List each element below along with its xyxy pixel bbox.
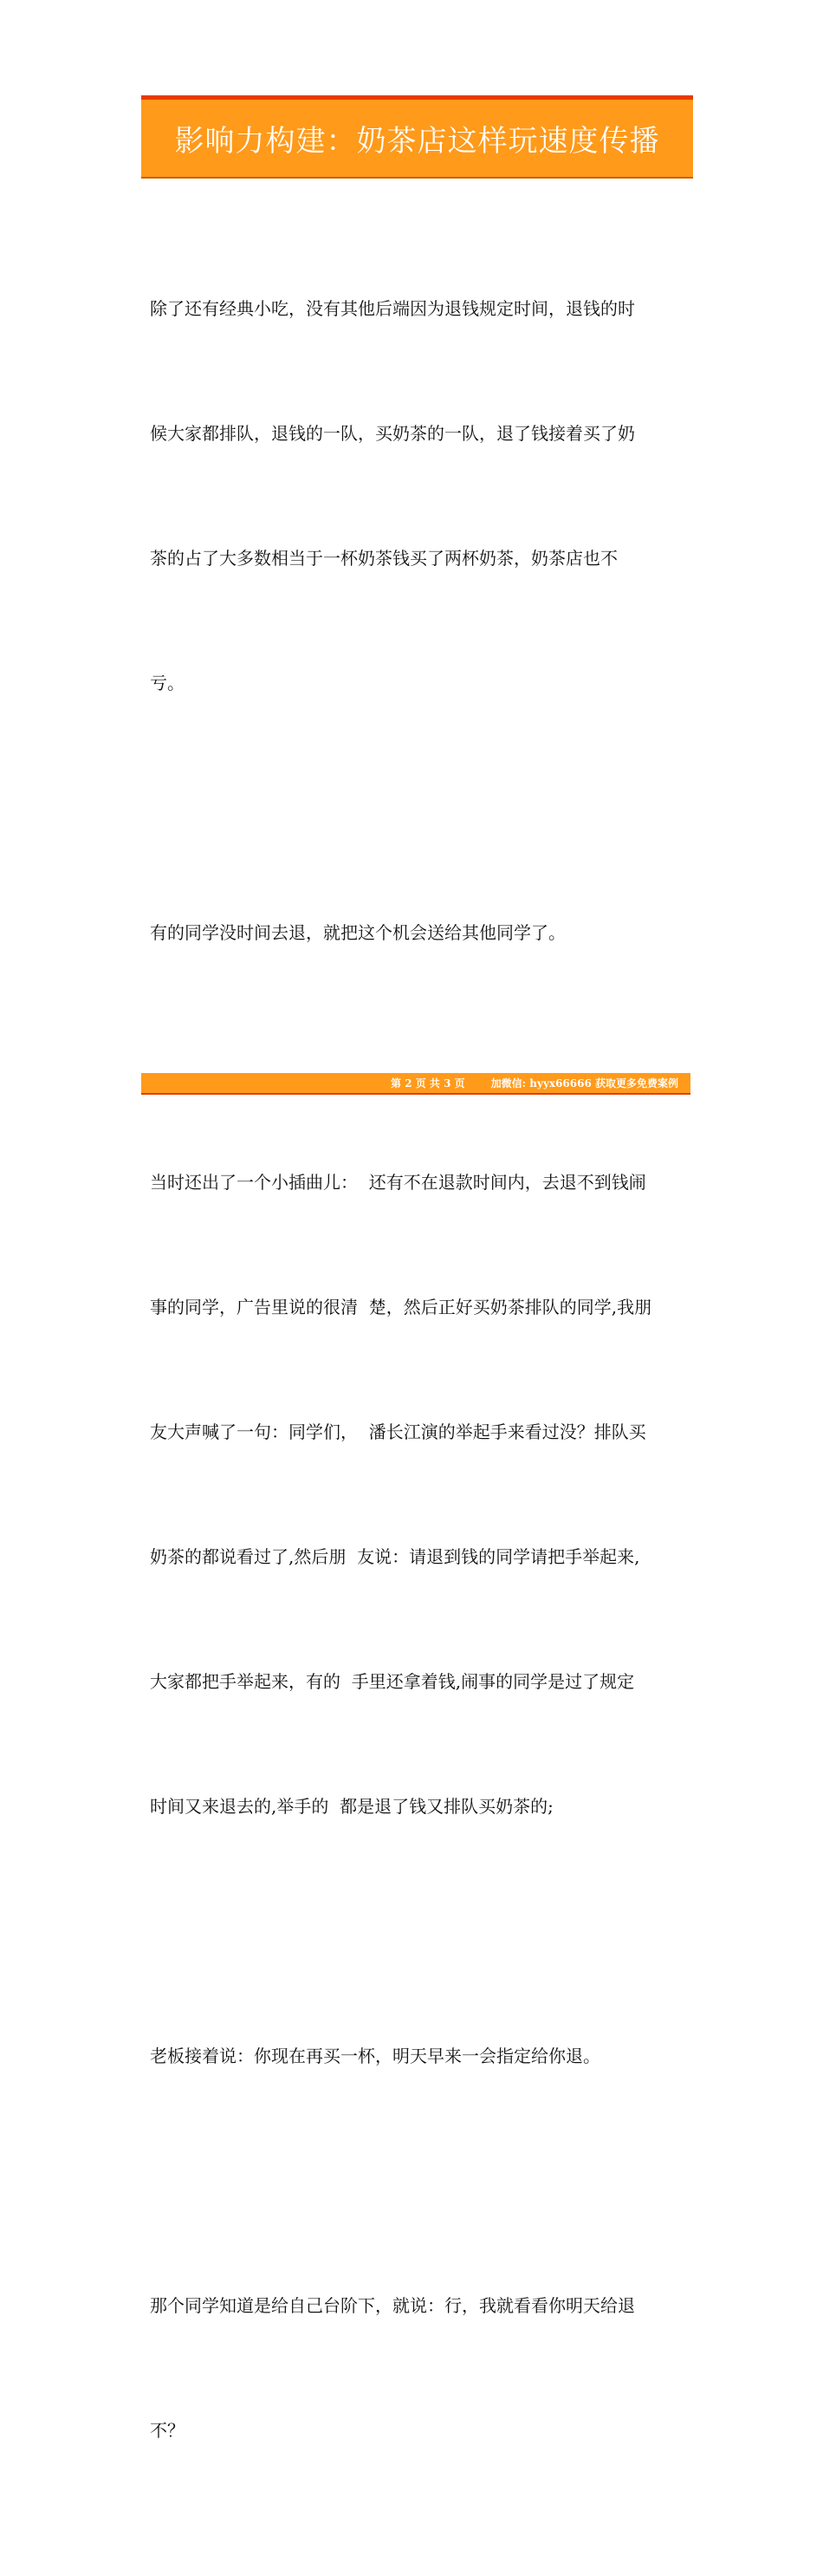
text-line: 大家都把手举起来，有的 手里还拿着钱,闹事的同学是过了规定: [150, 1671, 635, 1692]
paragraph-3: [150, 1078, 704, 1910]
title-banner: [141, 95, 693, 179]
paragraph-1: [150, 205, 704, 787]
text-line: 除了还有经典小吃，没有其他后端因为退钱规定时间，退钱的时: [150, 298, 635, 319]
text-line: 奶茶的都说看过了,然后朋 友说：请退到钱的同学请把手举起来,: [150, 1546, 640, 1567]
paragraph-4: [150, 1952, 704, 2160]
promo-text: 加微信: hyyx66666 获取更多免费案例: [490, 1077, 678, 1090]
text-line: 事的同学，广告里说的很清 楚，然后正好买奶茶排队的同学,我朋: [150, 1297, 652, 1317]
page-indicator: 第 2 页 共 3 页: [391, 1077, 465, 1090]
text-line: 那个同学知道是给自己台阶下，就说：行，我就看看你明天给退: [150, 2295, 635, 2316]
text-line: 时间又来退去的,举手的 都是退了钱又排队买奶茶的;: [150, 1796, 554, 1817]
text-line: 亏。: [150, 673, 185, 693]
text-line: 有的同学没时间去退，就把这个机会送给其他同学了。: [150, 922, 566, 943]
text-line: 老板接着说：你现在再买一杯，明天早来一会指定给你退。: [150, 2046, 600, 2066]
text-line: 候大家都排队，退钱的一队，买奶茶的一队，退了钱接着买了奶: [150, 423, 635, 444]
text-line: 当时还出了一个小插曲儿： 还有不在退款时间内，去退不到钱闹: [150, 1172, 646, 1193]
text-line: 友大声喊了一句：同学们， 潘长江演的举起手来看过没？排队买: [150, 1421, 646, 1442]
page-title: 影响力构建：奶茶店这样玩速度传播: [174, 124, 660, 159]
text-line: 不？: [150, 2420, 185, 2441]
text-line: 茶的占了大多数相当于一杯奶茶钱买了两杯奶茶，奶茶店也不: [150, 548, 618, 569]
footer-banner: [141, 1073, 690, 1095]
article-body: [150, 205, 704, 2576]
paragraph-5: [150, 2202, 704, 2534]
paragraph-2: [150, 829, 704, 1037]
